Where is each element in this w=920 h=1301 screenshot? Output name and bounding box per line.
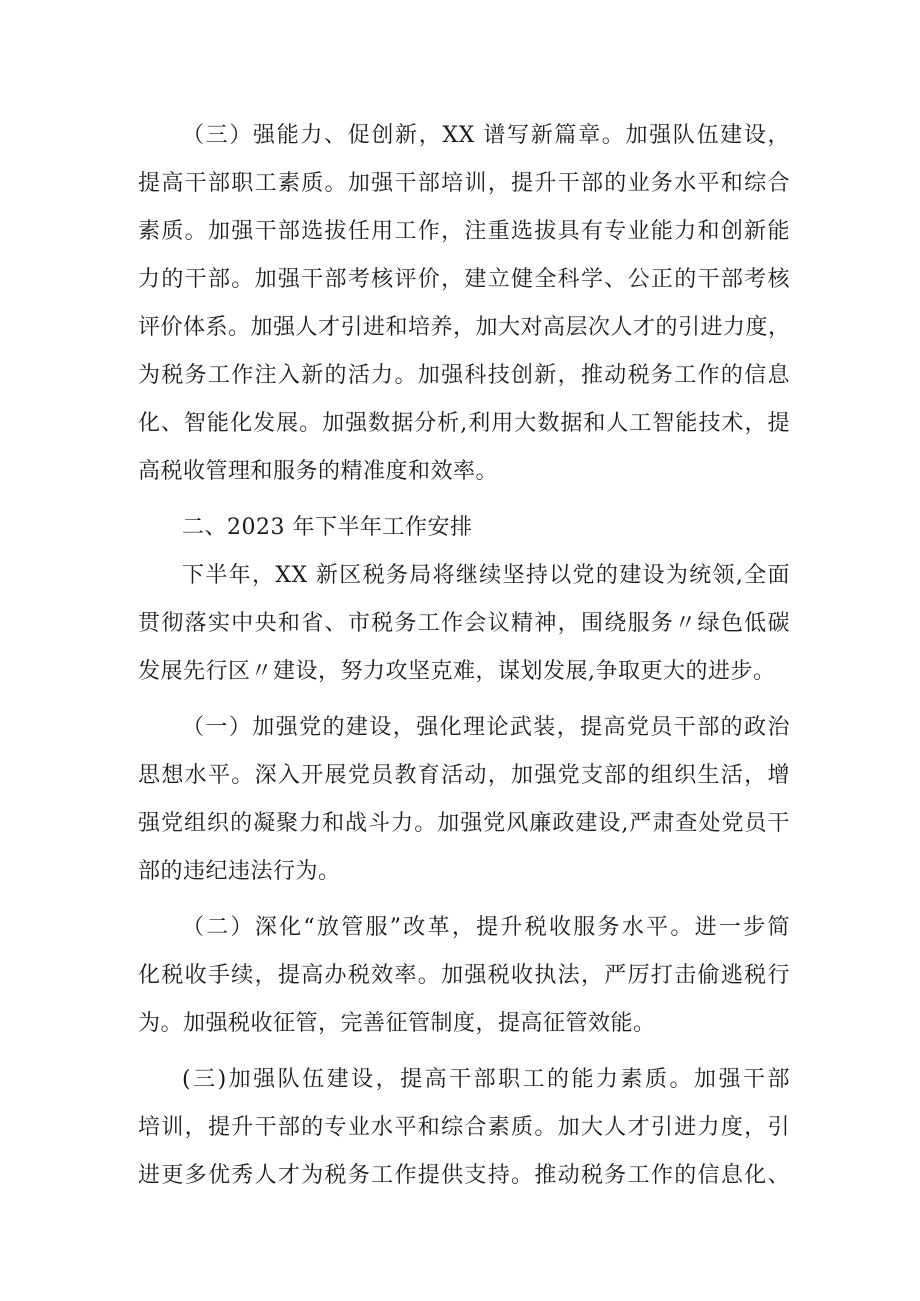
- text-line: 为。加强税收征管，完善征管制度，提高征管效能。: [138, 1011, 656, 1036]
- text-line: 高税收管理和服务的精准度和效率。: [138, 459, 499, 484]
- spacer: [138, 696, 790, 704]
- paragraph-capability-innovation: [138, 112, 790, 496]
- text-line: 化税收手续，提高办税效率。加强税收执法，严厉打击偷逃税行: [138, 963, 790, 988]
- text-line: 发展先行区〃建设，努力攻坚克难，谋划发展,争取更大的进步。: [138, 659, 776, 684]
- text-line: （三）强能力、促创新，XX 谱写新篇章。加强队伍建设，: [182, 123, 790, 148]
- section-heading: 二、2023 年下半年工作安排: [182, 515, 473, 540]
- text-line: 化、智能化发展。加强数据分析,利用大数据和人工智能技术，提: [138, 411, 790, 436]
- spacer: [138, 1048, 790, 1056]
- text-line: (三)加强队伍建设，提高干部职工的能力素质。加强干部: [182, 1067, 790, 1092]
- text-line: 评价体系。加强人才引进和培养，加大对高层次人才的引进力度，: [138, 315, 791, 340]
- text-line: （一）加强党的建设，强化理论武装，提高党员干部的政治: [182, 715, 790, 740]
- text-line: 强党组织的凝聚力和战斗力。加强党风廉政建设,严肃查处党员干: [138, 811, 790, 836]
- text-line: 进更多优秀人才为税务工作提供支持。推动税务工作的信息化、: [138, 1163, 790, 1188]
- text-line: 思想水平。深入开展党员教育活动，加强党支部的组织生活，增: [138, 763, 790, 788]
- document-page: [138, 112, 790, 1200]
- text-line: 下半年，XX 新区税务局将继续坚持以党的建设为统领,全面: [182, 563, 790, 588]
- spacer: [138, 896, 790, 904]
- text-line: 力的干部。加强干部考核评价，建立健全科学、公正的干部考核: [138, 267, 790, 292]
- text-line: （二）深化“放管服”改革，提升税收服务水平。进一步简: [182, 915, 790, 940]
- text-line: 素质。加强干部选拔任用工作，注重选拔具有专业能力和创新能: [138, 219, 790, 244]
- text-line: 提高干部职工素质。加强干部培训，提升干部的业务水平和综合: [138, 171, 790, 196]
- paragraph-second-half-overview: [138, 552, 790, 696]
- paragraph-party-building: [138, 704, 790, 896]
- text-line: 培训，提升干部的专业水平和综合素质。加大人才引进力度，引: [138, 1115, 790, 1140]
- paragraph-reform-service: [138, 904, 790, 1048]
- text-line: 为税务工作注入新的活力。加强科技创新，推动税务工作的信息: [138, 363, 790, 388]
- text-line: 贯彻落实中央和省、市税务工作会议精神，围绕服务〃绿色低碳: [138, 611, 790, 636]
- text-line: 部的违纪违法行为。: [138, 859, 341, 884]
- spacer: [138, 496, 790, 504]
- paragraph-team-building: [138, 1056, 790, 1200]
